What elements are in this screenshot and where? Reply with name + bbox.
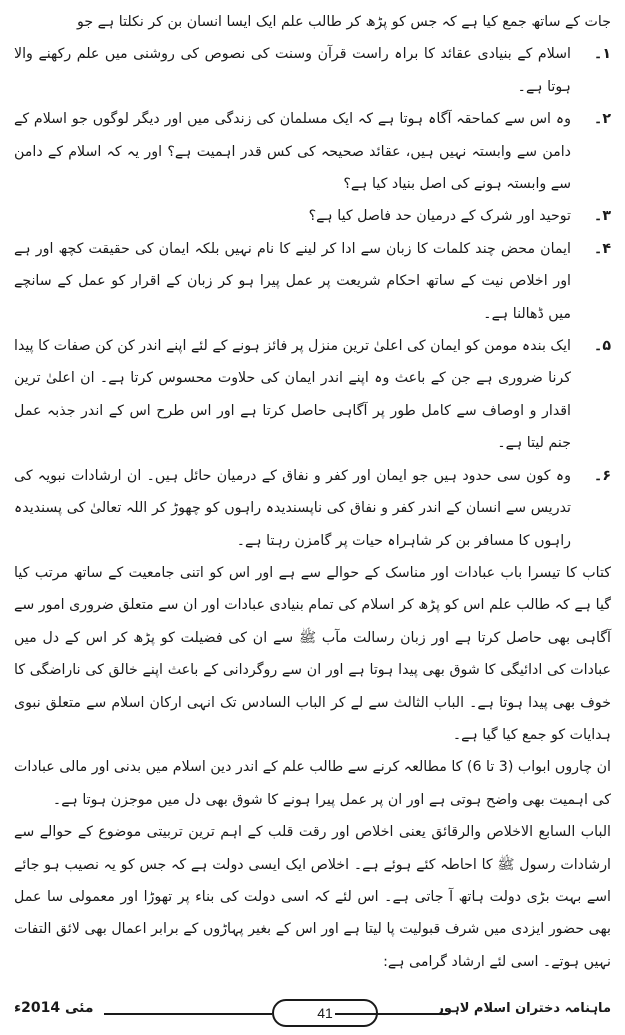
page-number: 41 xyxy=(272,999,378,1027)
list-text: وہ اس سے کماحقہ آگاہ ہوتا ہے کہ ایک مسلمان کی زندگی میں اور دیگر لوگوں جو اسلام کے دامن سے وابستہ نہیں ہیں، عقائد صحیحہ کی کس قدر اہمیت ہے؟ اور یہ کہ اسلام کے دامن سے وابستہ ہونے کی اصل بنیاد کیا ہے؟ xyxy=(14,111,571,193)
list-item-1 xyxy=(14,38,611,103)
list-item-5 xyxy=(14,330,611,460)
list-number: ۳۔ xyxy=(594,208,611,225)
page-footer xyxy=(14,996,611,1030)
intro-line: جات کے ساتھ جمع کیا ہے کہ جس کو پڑھ کر طالب علم ایک ایسا انسان بن کر نکلتا ہے جو xyxy=(77,14,611,30)
list-number: ۶۔ xyxy=(594,467,611,484)
body-text xyxy=(14,6,611,978)
list-text: اسلام کے بنیادی عقائد کا براہ راست قرآن وسنت کی نصوص کی روشنی میں علم رکھنے والا ہوتا ہے۔ xyxy=(14,46,571,95)
list-item-2 xyxy=(14,103,611,200)
magazine-name: ماہنامہ دختران اسلام لاہور xyxy=(436,1001,611,1016)
footer-rule-left xyxy=(104,1013,272,1015)
list-number: ۱۔ xyxy=(594,46,611,63)
paragraph-four-chapters: ان چاروں ابواب (3 تا 6) کا مطالعہ کرنے سے طالب علم کے اندر دین اسلام میں بدنی اور مالی عبادات کی اہمیت بھی واضح ہوتی ہے اور ان پر عمل پیرا ہونے کا شوق بھی دل میں موجزن ہوتا ہے۔ xyxy=(14,759,611,808)
paragraph-worship: کتاب کا تیسرا باب عبادات اور مناسک کے حوالے سے ہے اور اس کو اتنی جامعیت کے ساتھ مرتب کیا گیا ہے کہ طالب علم اس کو پڑھ کر اسلام کی تمام بنیادی عبادات اور ان سے متعلق ضروری امور سے آگاہی بھی حاصل کرتا ہے اور زبان رسالت مآب ﷺ سے ان کی فضیلت کو پڑھ کر اس کے دل میں عبادات کی ادائیگی کا شوق بھی پیدا ہوتا ہے اور ان سے روگردانی کے باعث اپنے خالق کی ناراضگی کا خوف بھی پیدا ہوتا ہے۔ الباب الثالث سے لے کر الباب السادس تک انہی ارکان اسلام سے متعلق نبوی ہدایات کو جمع کیا گیا ہے۔ xyxy=(14,564,611,743)
list-number: ۴۔ xyxy=(594,240,611,257)
list-text: ایک بندہ مومن کو ایمان کی اعلیٰ ترین منزل پر فائز ہونے کے لئے اپنے اندر کن کن صفات کا پیدا کرنا ضروری ہے جن کے باعث وہ اپنے اندر ایمان کی حلاوت محسوس کرتا ہے۔ ان اعلیٰ ترین اقدار و اوصاف سے کامل طور پر آگاہی حاصل کرتا ہے اور اس طرح اس کے اندر جذبہ عمل جنم لیتا ہے۔ xyxy=(14,338,571,452)
list-number: ۵۔ xyxy=(594,338,611,355)
list-text: وہ کون سی حدود ہیں جو ایمان اور کفر و نفاق کے درمیان حائل ہیں۔ ان ارشادات نبویہ کی تدریس سے انسان کے اندر کفر و نفاق کی ناپسندیدہ راہوں کو چھوڑ کر اللہ تعالیٰ کی پسندیدہ راہوں کا مسافر بن کر شاہراہ حیات پر گامزن رہتا ہے۔ xyxy=(14,467,571,549)
paragraph-sincerity: الباب السابع الاخلاص والرقائق یعنی اخلاص اور رقت قلب کے اہم ترین تربیتی موضوع کے حوالے سے ارشادات رسول ﷺ کا احاطہ کئے ہوئے ہے۔ اخلاص ایک ایسی دولت ہے کہ جس کو یہ نصیب ہو جائے اسے بہت بڑی دولت ہاتھ آ جاتی ہے۔ اس لئے کہ اسی دولت کی بناء پر تھوڑا اور معمولی سا عمل بھی حضور ایزدی میں شرف قبولیت پا لیتا ہے اور اس کے بغیر پہاڑوں کے برابر اعمال بھی لائق التفات نہیں ہوتے۔ اسی لئے ارشاد گرامی ہے: xyxy=(14,824,611,970)
list-text: توحید اور شرک کے درمیان حد فاصل کیا ہے؟ xyxy=(308,208,571,225)
issue-date: مئی 2014ء xyxy=(14,1000,94,1016)
list-text: ایمان محض چند کلمات کا زبان سے ادا کر لینے کا نام نہیں بلکہ ایمان کی حقیقت کچھ اور ہے اور اخلاص نیت کے ساتھ احکام شریعت پر عمل پیرا ہو کر زبان کے اقرار کو عمل کے سانچے میں ڈھالنا ہے۔ xyxy=(14,240,571,322)
list-number: ۲۔ xyxy=(594,111,611,128)
list-item-4 xyxy=(14,233,611,330)
list-item-3 xyxy=(14,200,611,232)
list-item-6 xyxy=(14,460,611,557)
